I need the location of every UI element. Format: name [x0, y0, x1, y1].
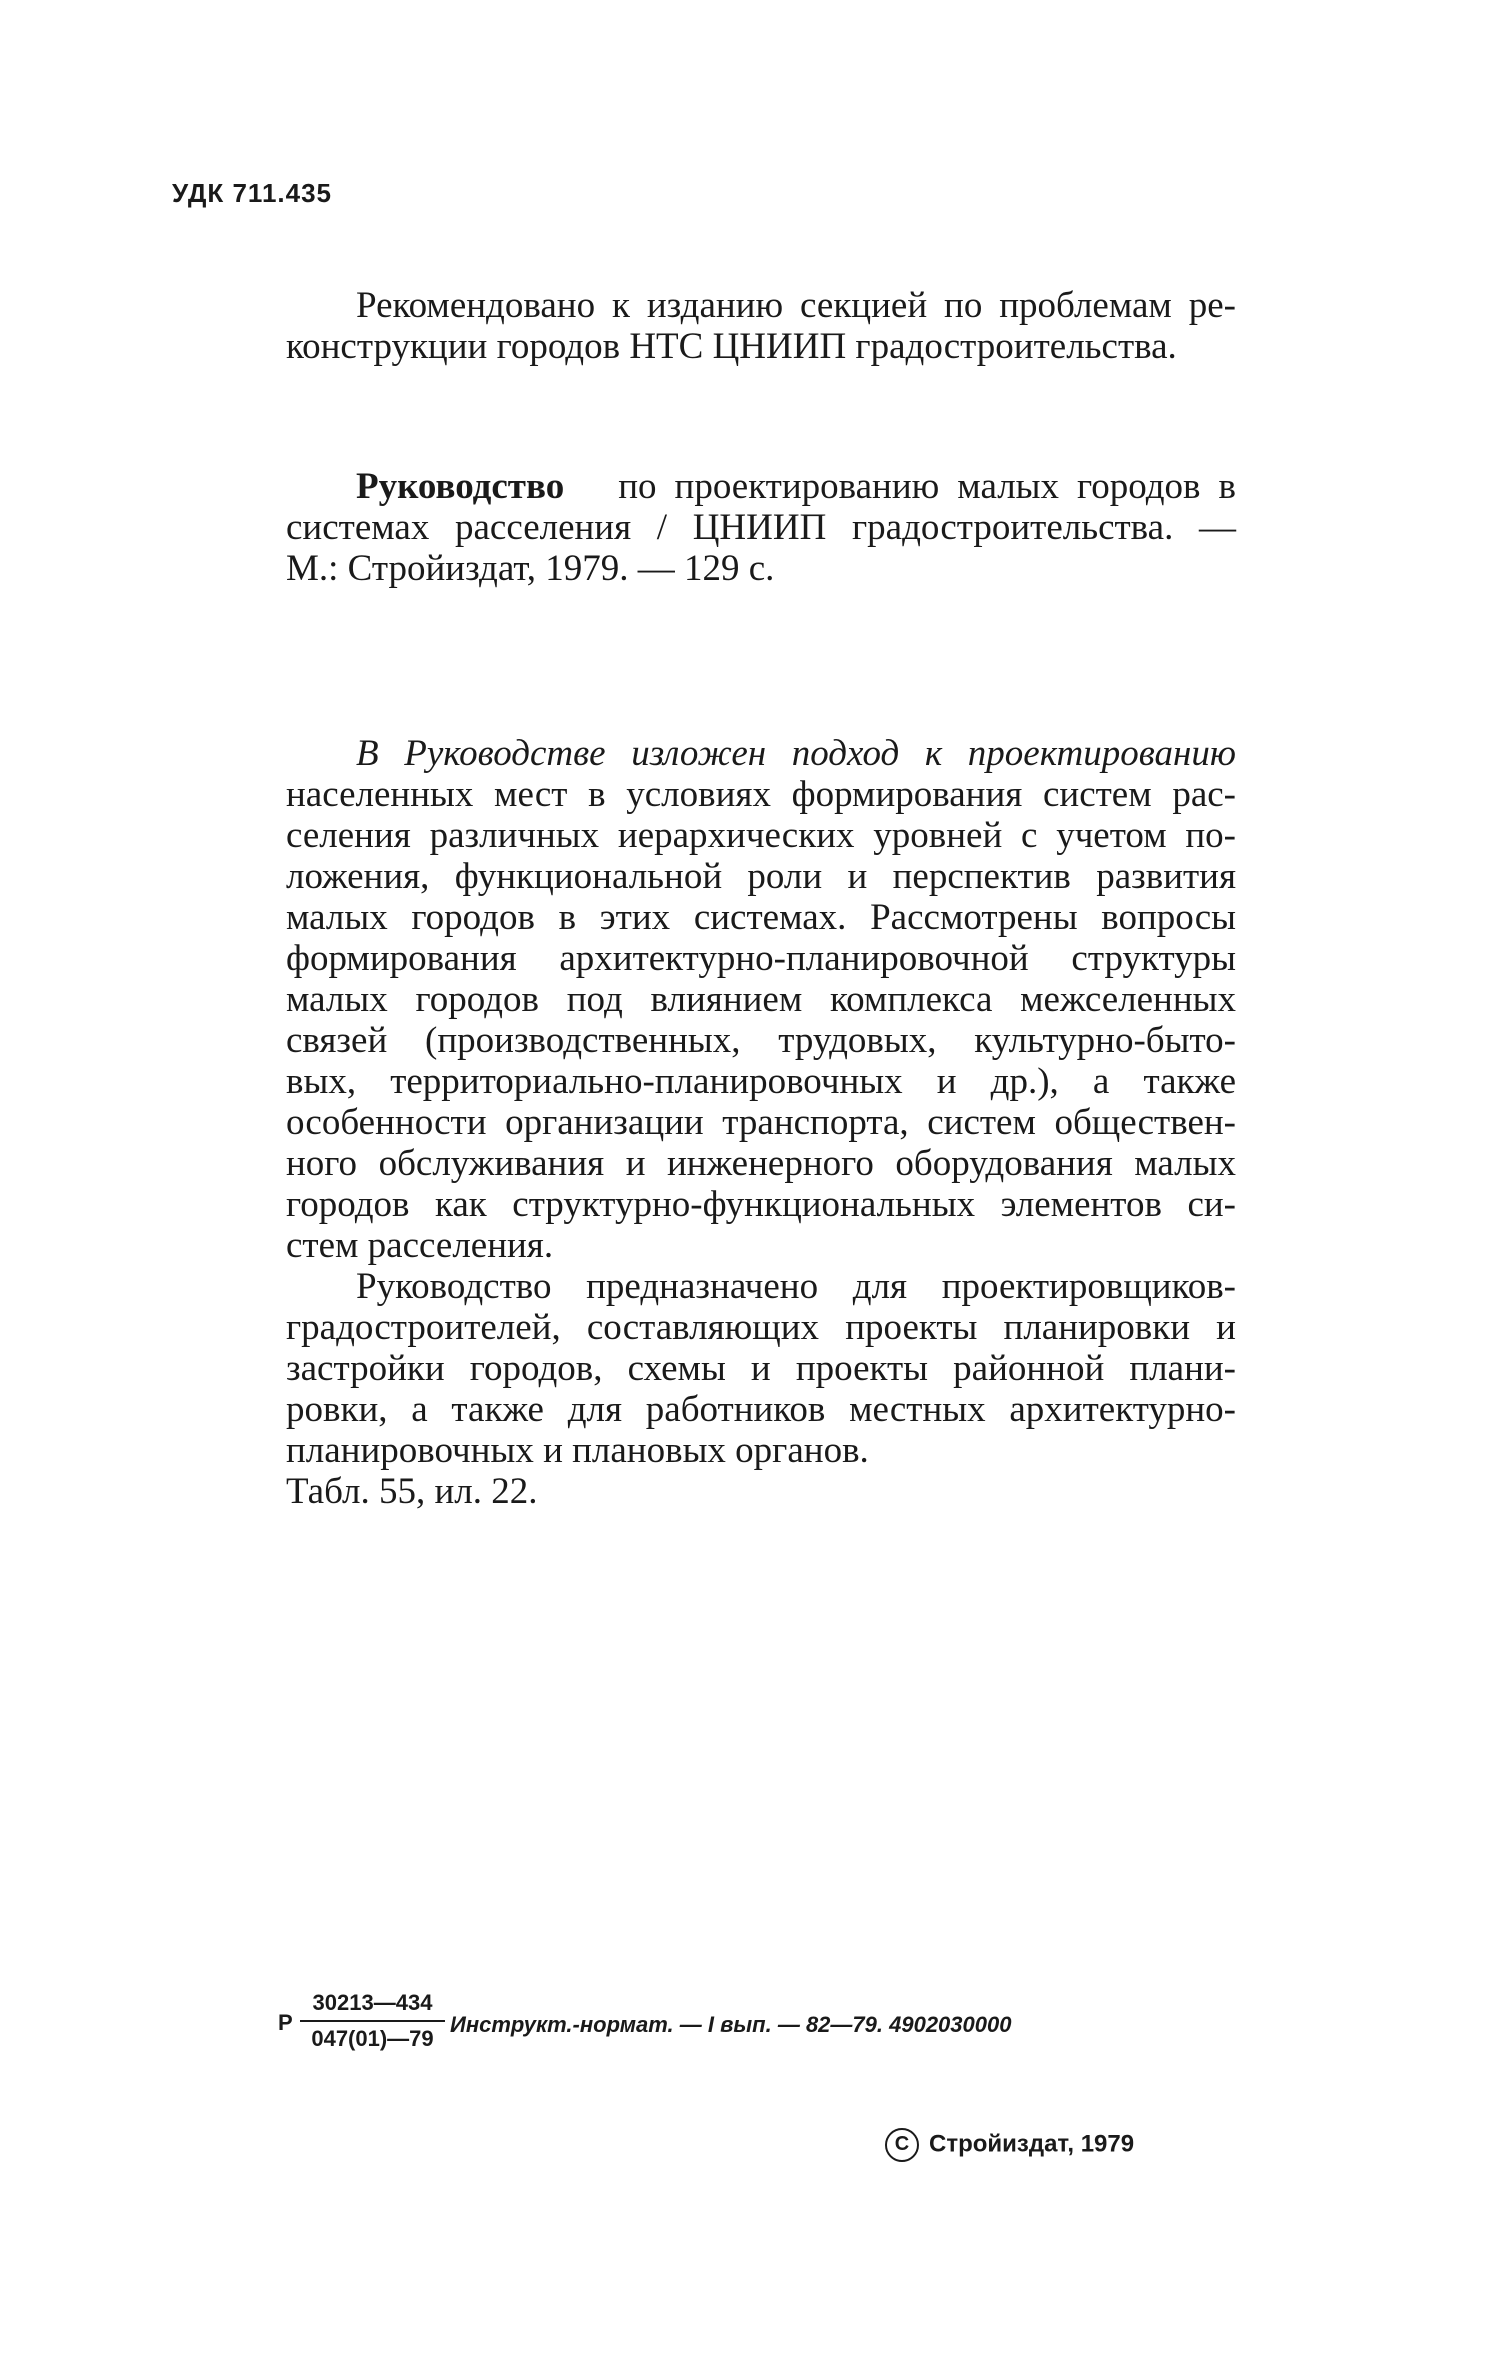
abstract-line: малых городов в этих системах. Рассмотрены вопросы	[286, 897, 1236, 938]
bibliographic-citation	[286, 466, 1236, 589]
imprint-numerator: 30213—434	[312, 1990, 433, 2015]
citation-line-1-rest: по проектированию малых городов в	[618, 466, 1236, 507]
copyright-text: Стройиздат, 1979	[929, 2130, 1135, 2158]
citation-line-3: М.: Стройиздат, 1979. — 129 с.	[286, 548, 775, 589]
recommendation-note	[286, 285, 1236, 367]
abstract-line: планировочных и плановых органов.	[286, 1430, 869, 1471]
abstract-line: ного обслуживания и инженерного оборудования малых	[286, 1143, 1236, 1184]
copyright-icon: С	[885, 2128, 919, 2162]
abstract-line: ложения, функциональной роли и перспектив развития	[286, 856, 1236, 897]
abstract-line: малых городов под влиянием комплекса межселенных	[286, 979, 1236, 1020]
abstract-line: застройки городов, схемы и проекты районной плани-	[286, 1348, 1236, 1389]
imprint-denominator: 047(01)—79	[300, 2020, 445, 2052]
abstract-line: селения различных иерархических уровней с учетом по-	[286, 815, 1236, 856]
imprint-prefix: Р	[278, 2010, 293, 2035]
recommendation-line-2: конструкции городов НТС ЦНИИП градостроительства.	[286, 326, 1177, 367]
abstract-first-line: В Руководстве изложен подход к проектированию	[356, 733, 1236, 774]
abstract-line: вых, территориально-планировочных и др.), а также	[286, 1061, 1236, 1102]
recommendation-line-1: Рекомендовано к изданию секцией по проблемам ре-	[356, 285, 1236, 326]
abstract-line: связей (производственных, трудовых, культурно-быто-	[286, 1020, 1236, 1061]
citation-line-2: системах расселения / ЦНИИП градостроительства. —	[286, 507, 1236, 548]
abstract	[286, 733, 1236, 1512]
tables-illustrations-count: Табл. 55, ил. 22.	[286, 1471, 538, 1512]
citation-title: Руководство	[356, 466, 565, 507]
abstract-line: населенных мест в условиях формирования систем рас-	[286, 774, 1236, 815]
abstract-line: городов как структурно-функциональных элементов си-	[286, 1184, 1236, 1225]
abstract-line: градостроителей, составляющих проекты планировки и	[286, 1307, 1236, 1348]
citation-line-1	[286, 466, 1236, 507]
imprint-fraction	[300, 1990, 445, 2052]
abstract-line: формирования архитектурно-планировочной структуры	[286, 938, 1236, 979]
copyright	[885, 2128, 1134, 2162]
abstract-line: особенности организации транспорта, систем обществен-	[286, 1102, 1236, 1143]
abstract-p2-first-line: Руководство предназначено для проектировщиков-	[356, 1266, 1236, 1307]
udk-code: УДК 711.435	[172, 178, 333, 208]
abstract-line: ровки, а также для работников местных архитектурно-	[286, 1389, 1236, 1430]
abstract-line: стем расселения.	[286, 1225, 554, 1266]
imprint-line: Инструкт.-нормат. — I вып. — 82—79. 4902030000	[450, 2012, 1012, 2037]
